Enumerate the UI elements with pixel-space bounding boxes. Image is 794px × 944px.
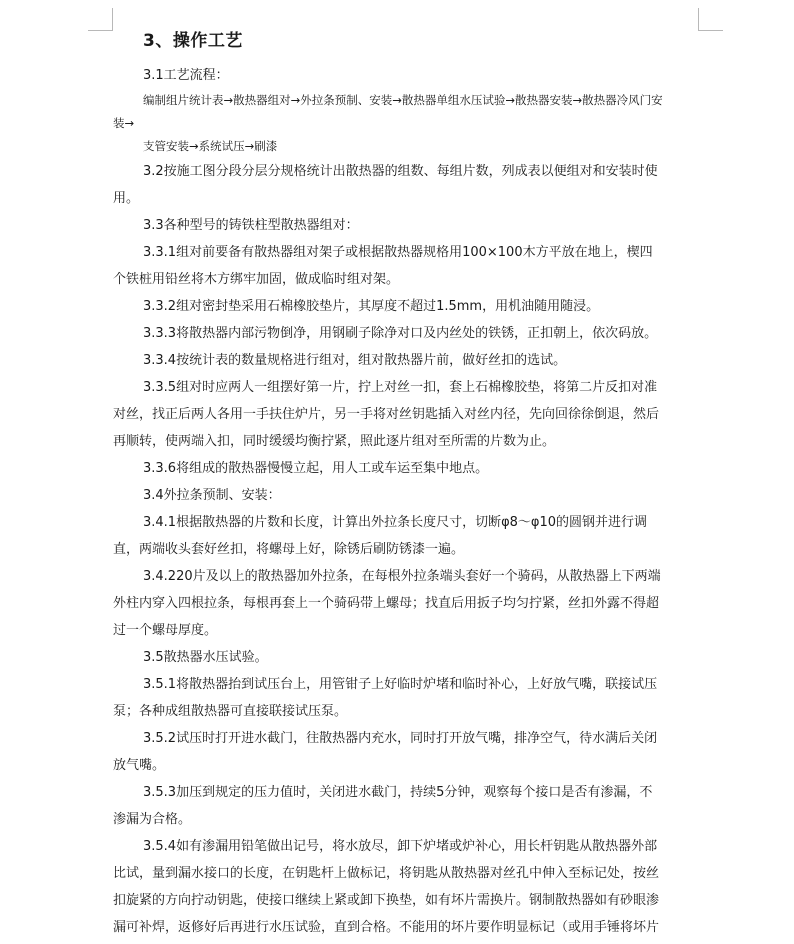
paragraph-lines — [113, 62, 699, 941]
text-line: 再顺转，使两端入扣，同时缓缓均衡拧紧，照此逐片组对至所需的片数为止。 — [113, 434, 556, 449]
text-line: 3.3.5组对时应两人一组摆好第一片，拧上对丝一扣，套上石棉橡胶垫，将第二片反扣对准 — [143, 380, 658, 395]
text-line: 放气嘴。 — [113, 758, 166, 773]
document-body — [113, 28, 699, 941]
text-line: 支管安装→系统试压→刷漆 — [143, 139, 278, 153]
text-line: 过一个螺母厚度。 — [113, 623, 218, 638]
text-line: 3.4.220片及以上的散热器加外拉条，在每根外拉条端头套好一个骑码，从散热器上下两端 — [143, 569, 661, 584]
text-line: 漏可补焊，返修好后再进行水压试验，直到合格。不能用的坏片要作明显标记（或用手锤将坏片 — [113, 920, 660, 935]
section-heading: 3、操作工艺 — [143, 31, 243, 51]
text-line: 3.4.1根据散热器的片数和长度，计算出外拉条长度尺寸，切断φ8～φ10的圆钢并进行调 — [143, 515, 648, 530]
text-line: 3.5.1将散热器抬到试压台上，用管钳子上好临时炉堵和临时补心，上好放气嘴，联接试压 — [143, 677, 658, 692]
text-line: 3.3.6将组成的散热器慢慢立起，用人工或车运至集中地点。 — [143, 461, 489, 476]
text-line: 3.1工艺流程： — [143, 68, 229, 83]
text-line: 渗漏为合格。 — [113, 812, 192, 827]
text-line: 用。 — [113, 191, 140, 206]
text-line: 扣旋紧的方向拧动钥匙，使接口继续上紧或卸下换垫，如有坏片需换片。钢制散热器如有砂眼渗 — [113, 893, 660, 908]
text-line: 3.3各种型号的铸铁柱型散热器组对： — [143, 218, 359, 233]
text-line: 3.5散热器水压试验。 — [143, 650, 268, 665]
text-line: 3.4外拉条预制、安装： — [143, 488, 281, 503]
text-line: 3.5.3加压到规定的压力值时，关闭进水截门，持续5分钟，观察每个接口是否有渗漏，不 — [143, 785, 653, 800]
text-line: 3.3.3将散热器内部污物倒净，用钢刷子除净对口及内丝处的铁锈，正扣朝上，依次码放。 — [143, 326, 658, 341]
text-line: 外柱内穿入四根拉条，每根再套上一个骑码带上螺母；找直后用扳子均匀拧紧，丝扣外露不得超 — [113, 596, 660, 611]
text-line: 个铁桩用铅丝将木方绑牢加固，做成临时组对架。 — [113, 272, 400, 287]
text-line: 3.5.4如有渗漏用铅笔做出记号，将水放尽，卸下炉堵或炉补心，用长杆钥匙从散热器外部 — [143, 839, 658, 854]
text-line: 3.3.2组对密封垫采用石棉橡胶垫片，其厚度不超过1.5mm，用机油随用随浸。 — [143, 299, 600, 314]
text-line: 比试，量到漏水接口的长度，在钥匙杆上做标记，将钥匙从散热器对丝孔中伸入至标记处，按丝 — [113, 866, 660, 881]
text-line: 3.3.1组对前要备有散热器组对架子或根据散热器规格用100×100木方平放在地上，楔四 — [143, 245, 653, 260]
text-line: 直，两端收头套好丝扣，将螺母上好，除锈后刷防锈漆一遍。 — [113, 542, 465, 557]
text-line: 对丝，找正后两人各用一手扶住炉片，另一手将对丝钥匙插入对丝内径，先向回徐徐倒退，然后 — [113, 407, 660, 422]
text-line: 3.3.4按统计表的数量规格进行组对，组对散热器片前，做好丝扣的选试。 — [143, 353, 567, 368]
text-line: 3.5.2试压时打开进水截门，往散热器内充水，同时打开放气嘴，排净空气，待水满后关闭 — [143, 731, 658, 746]
margin-corner-mark-top-left — [88, 8, 113, 31]
text-line: 泵；各种成组散热器可直接联接试压泵。 — [113, 704, 348, 719]
text-line: 装→ — [113, 116, 135, 130]
text-line: 编制组片统计表→散热器组对→外拉条预制、安装→散热器单组水压试验→散热器安装→散热器冷风门安 — [143, 93, 663, 107]
margin-corner-mark-top-right — [698, 8, 723, 31]
text-line: 3.2按施工图分段分层分规格统计出散热器的组数、每组片数，列成表以便组对和安装时使 — [143, 164, 658, 179]
